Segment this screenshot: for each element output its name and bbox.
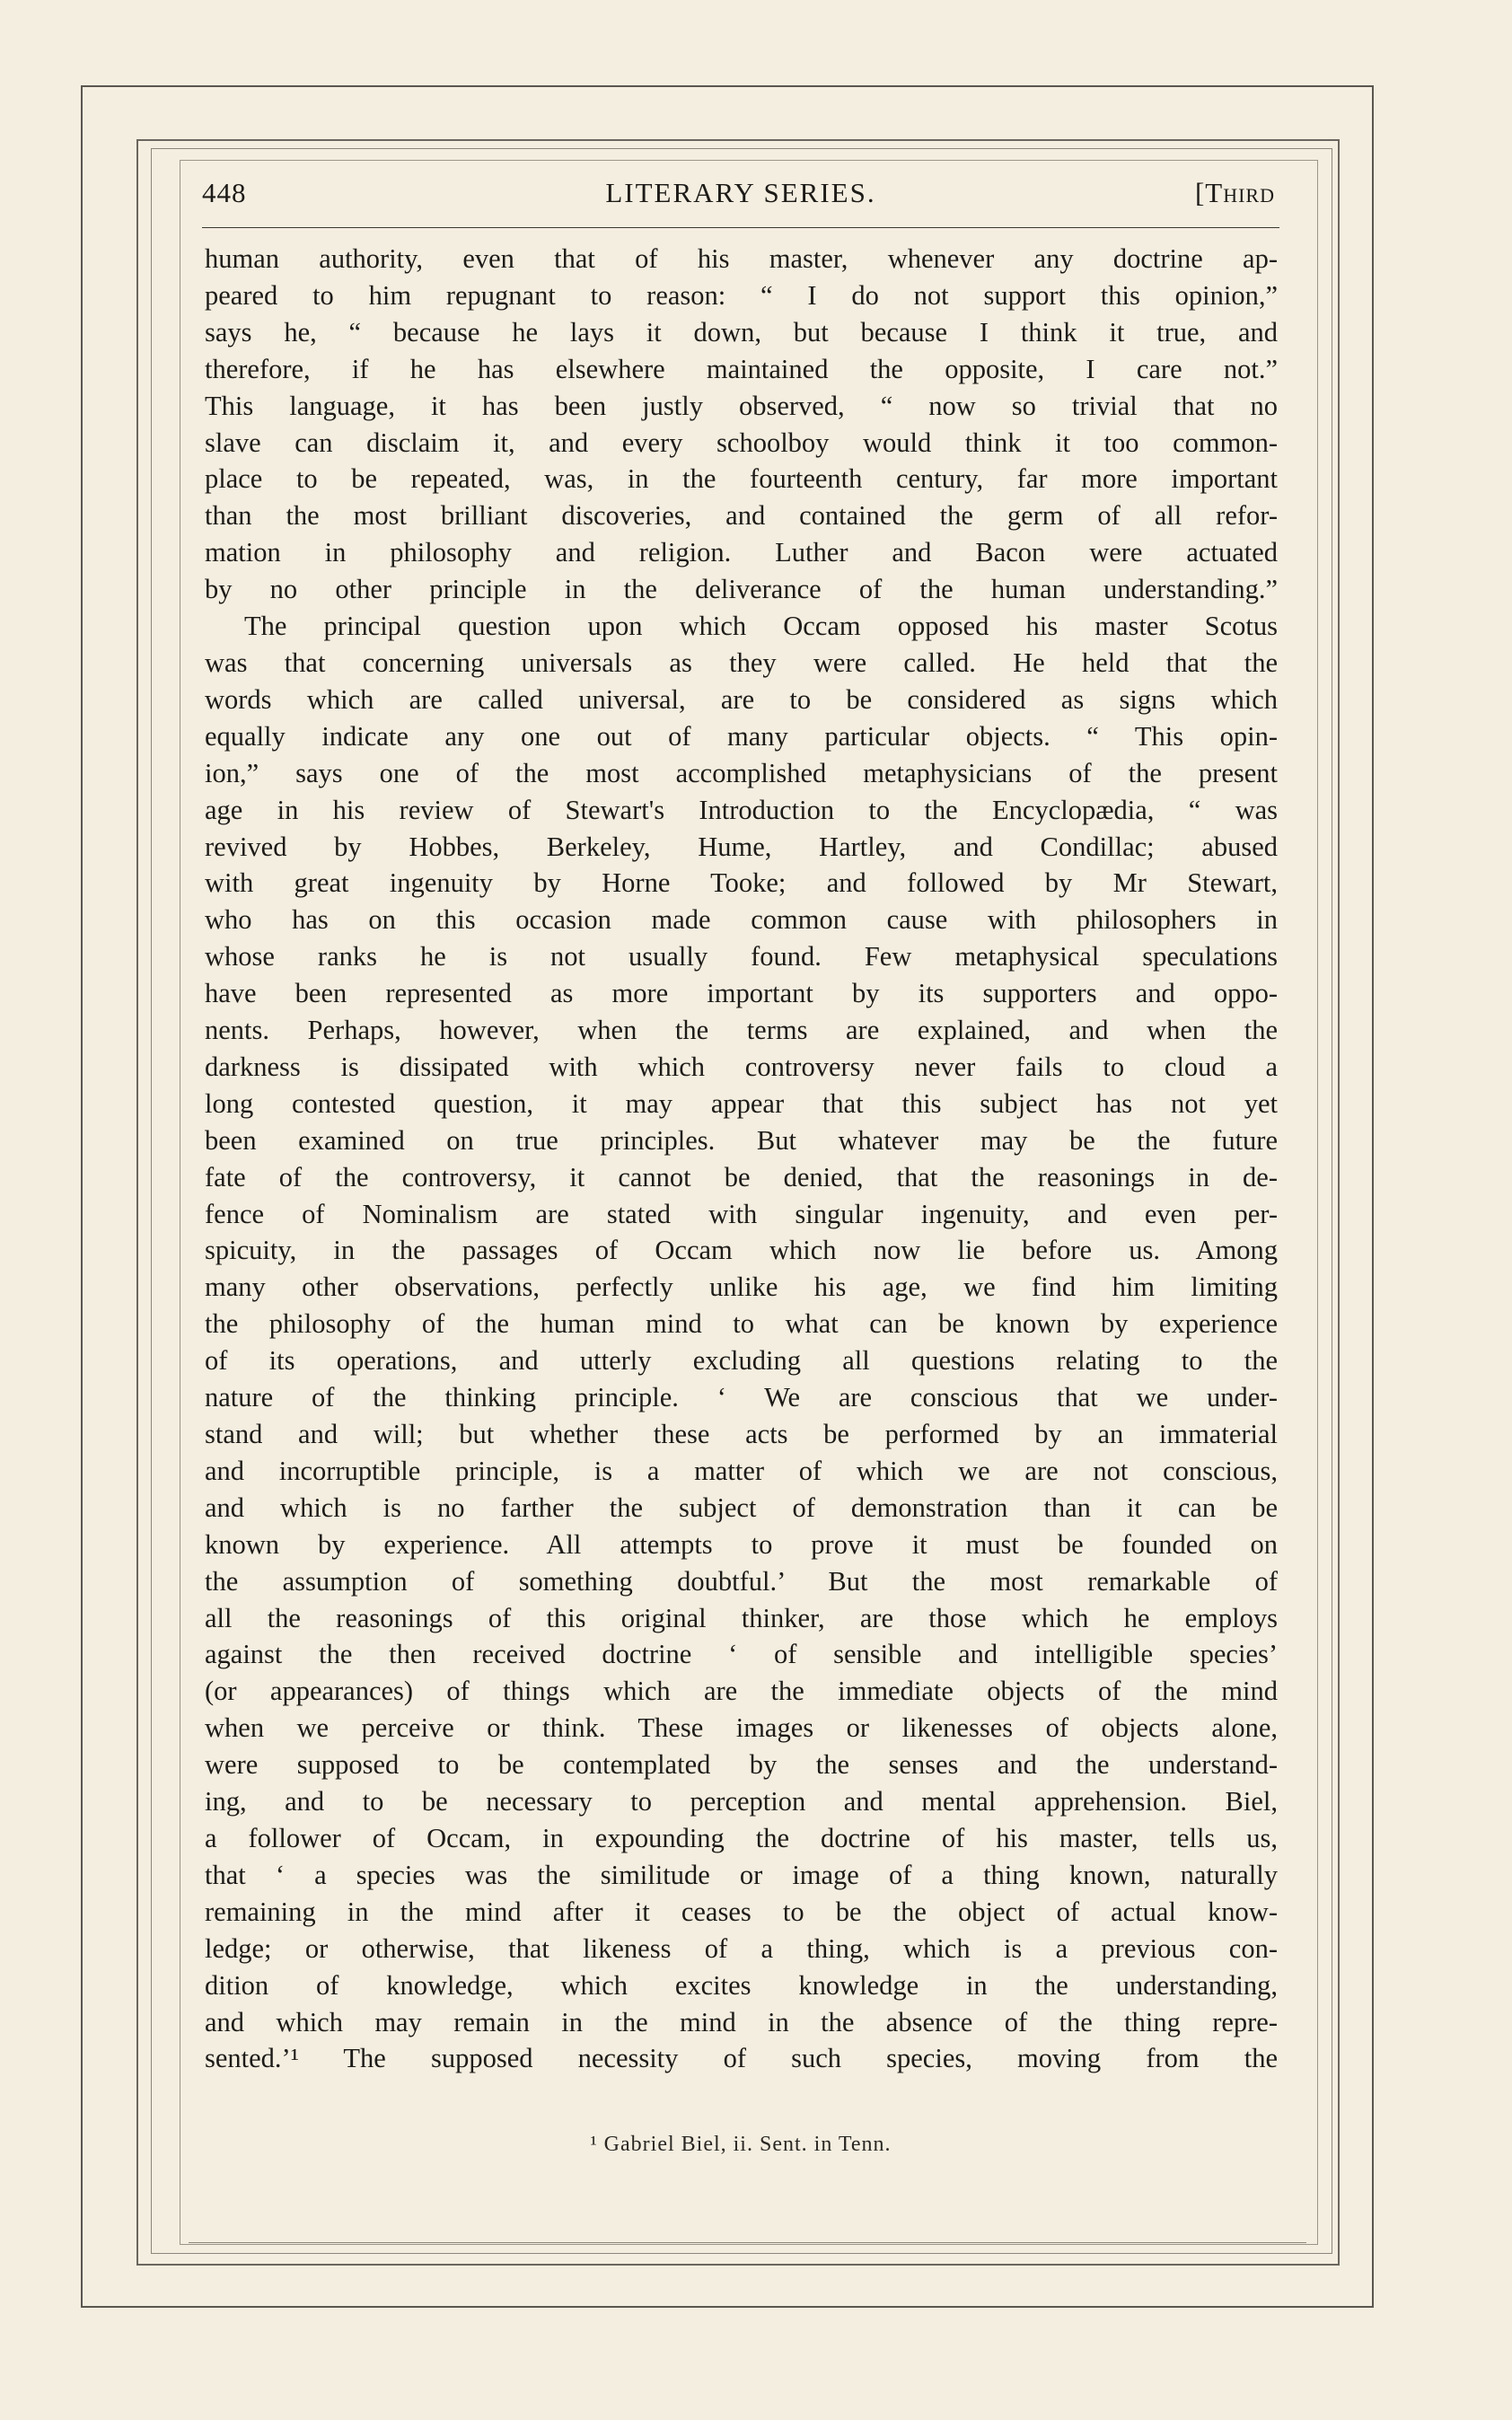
footnote: ¹ Gabriel Biel, ii. Sent. in Tenn. — [590, 2133, 892, 2156]
text-line: and incorruptible principle, is a matter of which we are not conscious, — [205, 1455, 1278, 1486]
text-line: words which are called universal, are to be considered as signs which — [205, 683, 1278, 715]
text-line: ledge; or otherwise, that likeness of a thing, which is a previous con- — [205, 1932, 1278, 1964]
text-line: were supposed to be contemplated by the senses and the understand- — [205, 1749, 1278, 1781]
text-line: says he, “ because he lays it down, but because I think it true, and — [205, 316, 1278, 348]
text-line: stand and will; but whether these acts be performed by an immaterial — [205, 1419, 1278, 1449]
text-line: fate of the controversy, it cannot be denied, that the reasonings in de- — [205, 1161, 1278, 1192]
text-line: whose ranks he is not usually found. Few metaphysical speculations — [205, 941, 1278, 972]
text-line: dition of knowledge, which excites knowledge in the understanding, — [205, 1969, 1278, 2001]
header-rule — [202, 227, 1279, 228]
text-line: therefore, if he has elsewhere maintained the opposite, I care not.” — [205, 353, 1278, 384]
text-line: was that concerning universals as they were called. He held that the — [205, 647, 1278, 678]
text-line: when we perceive or think. These images or likenesses of objects alone, — [205, 1712, 1278, 1744]
text-line: darkness is dissipated with which controversy never fails to cloud a — [205, 1051, 1278, 1082]
text-line: remaining in the mind after it ceases to be the object of actual know- — [205, 1896, 1278, 1927]
series-title: LITERARY SERIES. — [605, 177, 876, 208]
text-line: the assumption of something doubtful.’ But the most remarkable of — [205, 1565, 1278, 1597]
text-line: been examined on true principles. But whatever may be the future — [205, 1124, 1278, 1156]
text-line: (or appearances) of things which are the immediate objects of the mind — [205, 1676, 1278, 1707]
text-line: with great ingenuity by Horne Tooke; and followed by Mr Stewart, — [205, 867, 1278, 899]
text-line: known by experience. All attempts to prove it must be founded on — [205, 1528, 1278, 1560]
text-line: nature of the thinking principle. ‘ We are conscious that we under- — [205, 1382, 1278, 1413]
text-line: of its operations, and utterly excluding all questions relating to the — [205, 1345, 1278, 1377]
text-line: that ‘ a species was the similitude or image of a thing known, naturally — [205, 1859, 1278, 1890]
text-line: against the then received doctrine ‘ of sensible and intelligible species’ — [205, 1639, 1278, 1670]
body-text — [205, 241, 1278, 2077]
text-line: who has on this occasion made common cause with philosophers in — [205, 904, 1278, 936]
text-line: ion,” says one of the most accomplished metaphysicians of the present — [205, 757, 1278, 788]
section-tag: [Third — [1194, 177, 1275, 208]
text-line: spicuity, in the passages of Occam which now lie before us. Among — [205, 1235, 1278, 1266]
text-line: The principal question upon which Occam opposed his master Scotus — [244, 611, 1278, 642]
text-line: human authority, even that of his master, whenever any doctrine ap- — [205, 243, 1278, 274]
bottom-rule — [189, 2242, 1306, 2243]
text-line: mation in philosophy and religion. Luther and Bacon were actuated — [205, 537, 1278, 568]
text-line: peared to him repugnant to reason: “ I do not support this opinion,” — [205, 279, 1278, 311]
text-line: nents. Perhaps, however, when the terms are explained, and when the — [205, 1015, 1278, 1046]
text-line: sented.’¹ The supposed necessity of such species, moving from the — [205, 2043, 1278, 2074]
text-line: place to be repeated, was, in the fourteenth century, far more important — [205, 463, 1278, 495]
text-line: ing, and to be necessary to perception and mental apprehension. Biel, — [205, 1786, 1278, 1817]
text-line: age in his review of Stewart's Introduction to the Encyclopædia, “ was — [205, 794, 1278, 825]
text-line: long contested question, it may appear that this subject has not yet — [205, 1087, 1278, 1119]
text-line: by no other principle in the deliverance of the human understanding.” — [205, 574, 1278, 605]
text-line: This language, it has been justly observed, “ now so trivial that no — [205, 390, 1278, 421]
text-line: the philosophy of the human mind to what can be known by experience — [205, 1308, 1278, 1340]
text-line: revived by Hobbes, Berkeley, Hume, Hartley, and Condillac; abused — [205, 831, 1278, 862]
text-line: all the reasonings of this original thinker, are those which he employs — [205, 1602, 1278, 1633]
running-head — [202, 177, 1279, 218]
text-line: than the most brilliant discoveries, and contained the germ of all refor- — [205, 500, 1278, 532]
text-line: many other observations, perfectly unlike his age, we find him limiting — [205, 1272, 1278, 1303]
text-line: and which may remain in the mind in the absence of the thing repre- — [205, 2006, 1278, 2037]
text-line: slave can disclaim it, and every schoolboy would think it too common- — [205, 427, 1278, 458]
text-line: have been represented as more important by its supporters and oppo- — [205, 978, 1278, 1009]
text-line: equally indicate any one out of many particular objects. “ This opin- — [205, 720, 1278, 752]
text-line: a follower of Occam, in expounding the doctrine of his master, tells us, — [205, 1822, 1278, 1853]
text-line: fence of Nominalism are stated with singular ingenuity, and even per- — [205, 1198, 1278, 1229]
page-number: 448 — [202, 177, 247, 208]
text-line: and which is no farther the subject of demonstration than it can be — [205, 1492, 1278, 1523]
